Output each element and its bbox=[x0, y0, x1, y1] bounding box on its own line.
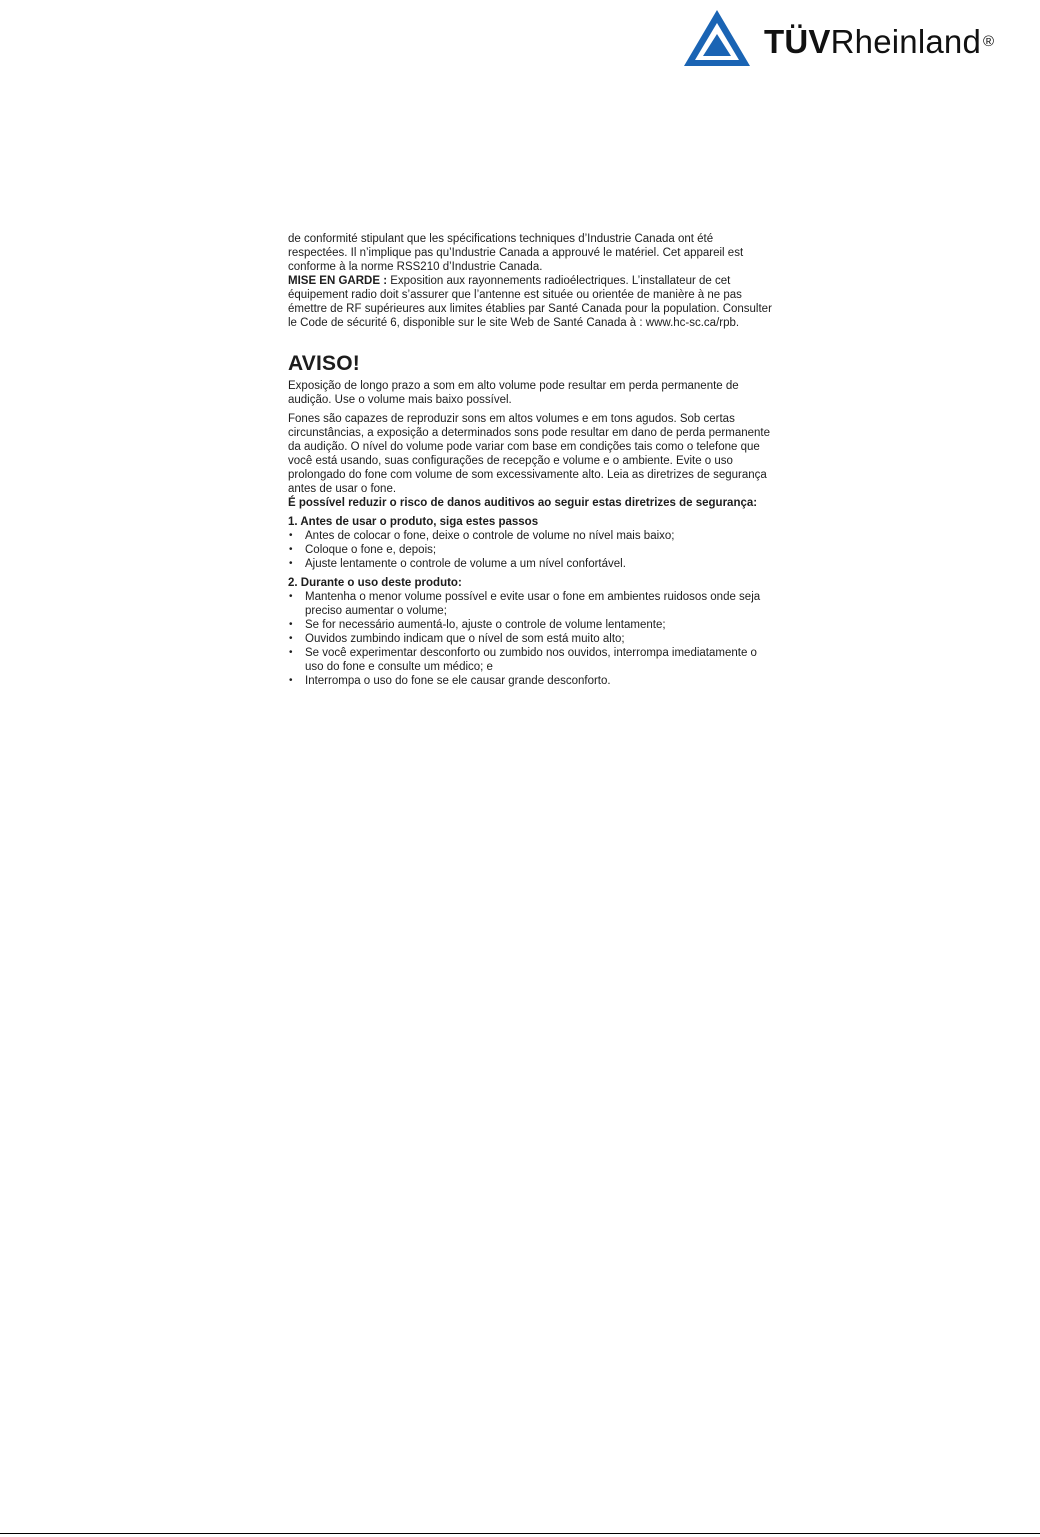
brand-name bbox=[764, 24, 994, 60]
section-1-title: 1. Antes de usar o produto, siga estes passos bbox=[288, 516, 539, 528]
warning-text: Exposition aux rayonnements radioélectriques. L’installateur de cet équipement radio doit s’assurer que l’antenne est située ou orientée de manière à ne pas émettre de RF supérieures aux limites établies par Santé Canada pour la population. Consulter le Code de sécurité 6, disponible sur le site Web de Santé Canada à : www.hc-sc.ca/rpb. bbox=[288, 275, 772, 329]
warning-paragraph bbox=[288, 274, 774, 330]
french-paragraph: de conformité stipulant que les spécifications techniques d’Industrie Canada ont été respectées. Il n’implique pas qu’Industrie Canada a approuvé le matériel. Cet appareil est conforme à la norme RSS210 d’Industrie Canada. bbox=[288, 233, 744, 273]
list-item: • Se você experimentar desconforto ou zumbido nos ouvidos, interrompa imediatamente o uso do fone e consulte um médico; e bbox=[288, 646, 774, 674]
section-1-list bbox=[288, 529, 774, 571]
tuv-triangle-icon bbox=[682, 8, 752, 70]
risk-heading: É possível reduzir o risco de danos auditivos ao seguir estas diretrizes de segurança: bbox=[288, 497, 758, 509]
list-item: • Antes de colocar o fone, deixe o controle de volume no nível mais baixo; bbox=[288, 529, 774, 543]
registered-mark: ® bbox=[983, 33, 995, 50]
tuv-rheinland-logo bbox=[682, 8, 1012, 70]
section-2-title: 2. Durante o uso deste produto: bbox=[288, 577, 462, 589]
list-item: • Coloque o fone e, depois; bbox=[288, 543, 774, 557]
list-item: • Mantenha o menor volume possível e evite usar o fone em ambientes ruidosos onde seja preciso aumentar o volume; bbox=[288, 590, 774, 618]
list-item: • Interrompa o uso do fone se ele causar grande desconforto. bbox=[288, 674, 774, 688]
section-2-list bbox=[288, 590, 774, 688]
brand-regular: Rheinland bbox=[830, 23, 982, 60]
aviso-paragraph-1: Exposição de longo prazo a som em alto volume pode resultar em perda permanente de audição. Use o volume mais baixo possível. bbox=[288, 380, 739, 406]
list-item: • Ajuste lentamente o controle de volume a um nível confortável. bbox=[288, 557, 774, 571]
aviso-heading: AVISO! bbox=[288, 352, 360, 375]
warning-label: MISE EN GARDE : bbox=[288, 275, 388, 287]
list-item: • Ouvidos zumbindo indicam que o nível de som está muito alto; bbox=[288, 632, 774, 646]
brand-bold: TÜV bbox=[764, 23, 831, 60]
page-bottom-rule bbox=[0, 1533, 1040, 1534]
document-body bbox=[288, 232, 774, 688]
aviso-paragraph-2: Fones são capazes de reproduzir sons em altos volumes e em tons agudos. Sob certas circunstâncias, a exposição a determinados sons pode resultar em dano de perda permanente da audição. O nível do volume pode variar com base em condições tais como o telefone que você está usando, suas configurações de recepção e volume e o ambiente. Evite o uso prolongado do fone com volume de som excessivamente alto. Leia as diretrizes de segurança antes de usar o fone. bbox=[288, 413, 771, 495]
list-item: • Se for necessário aumentá-lo, ajuste o controle de volume lentamente; bbox=[288, 618, 774, 632]
